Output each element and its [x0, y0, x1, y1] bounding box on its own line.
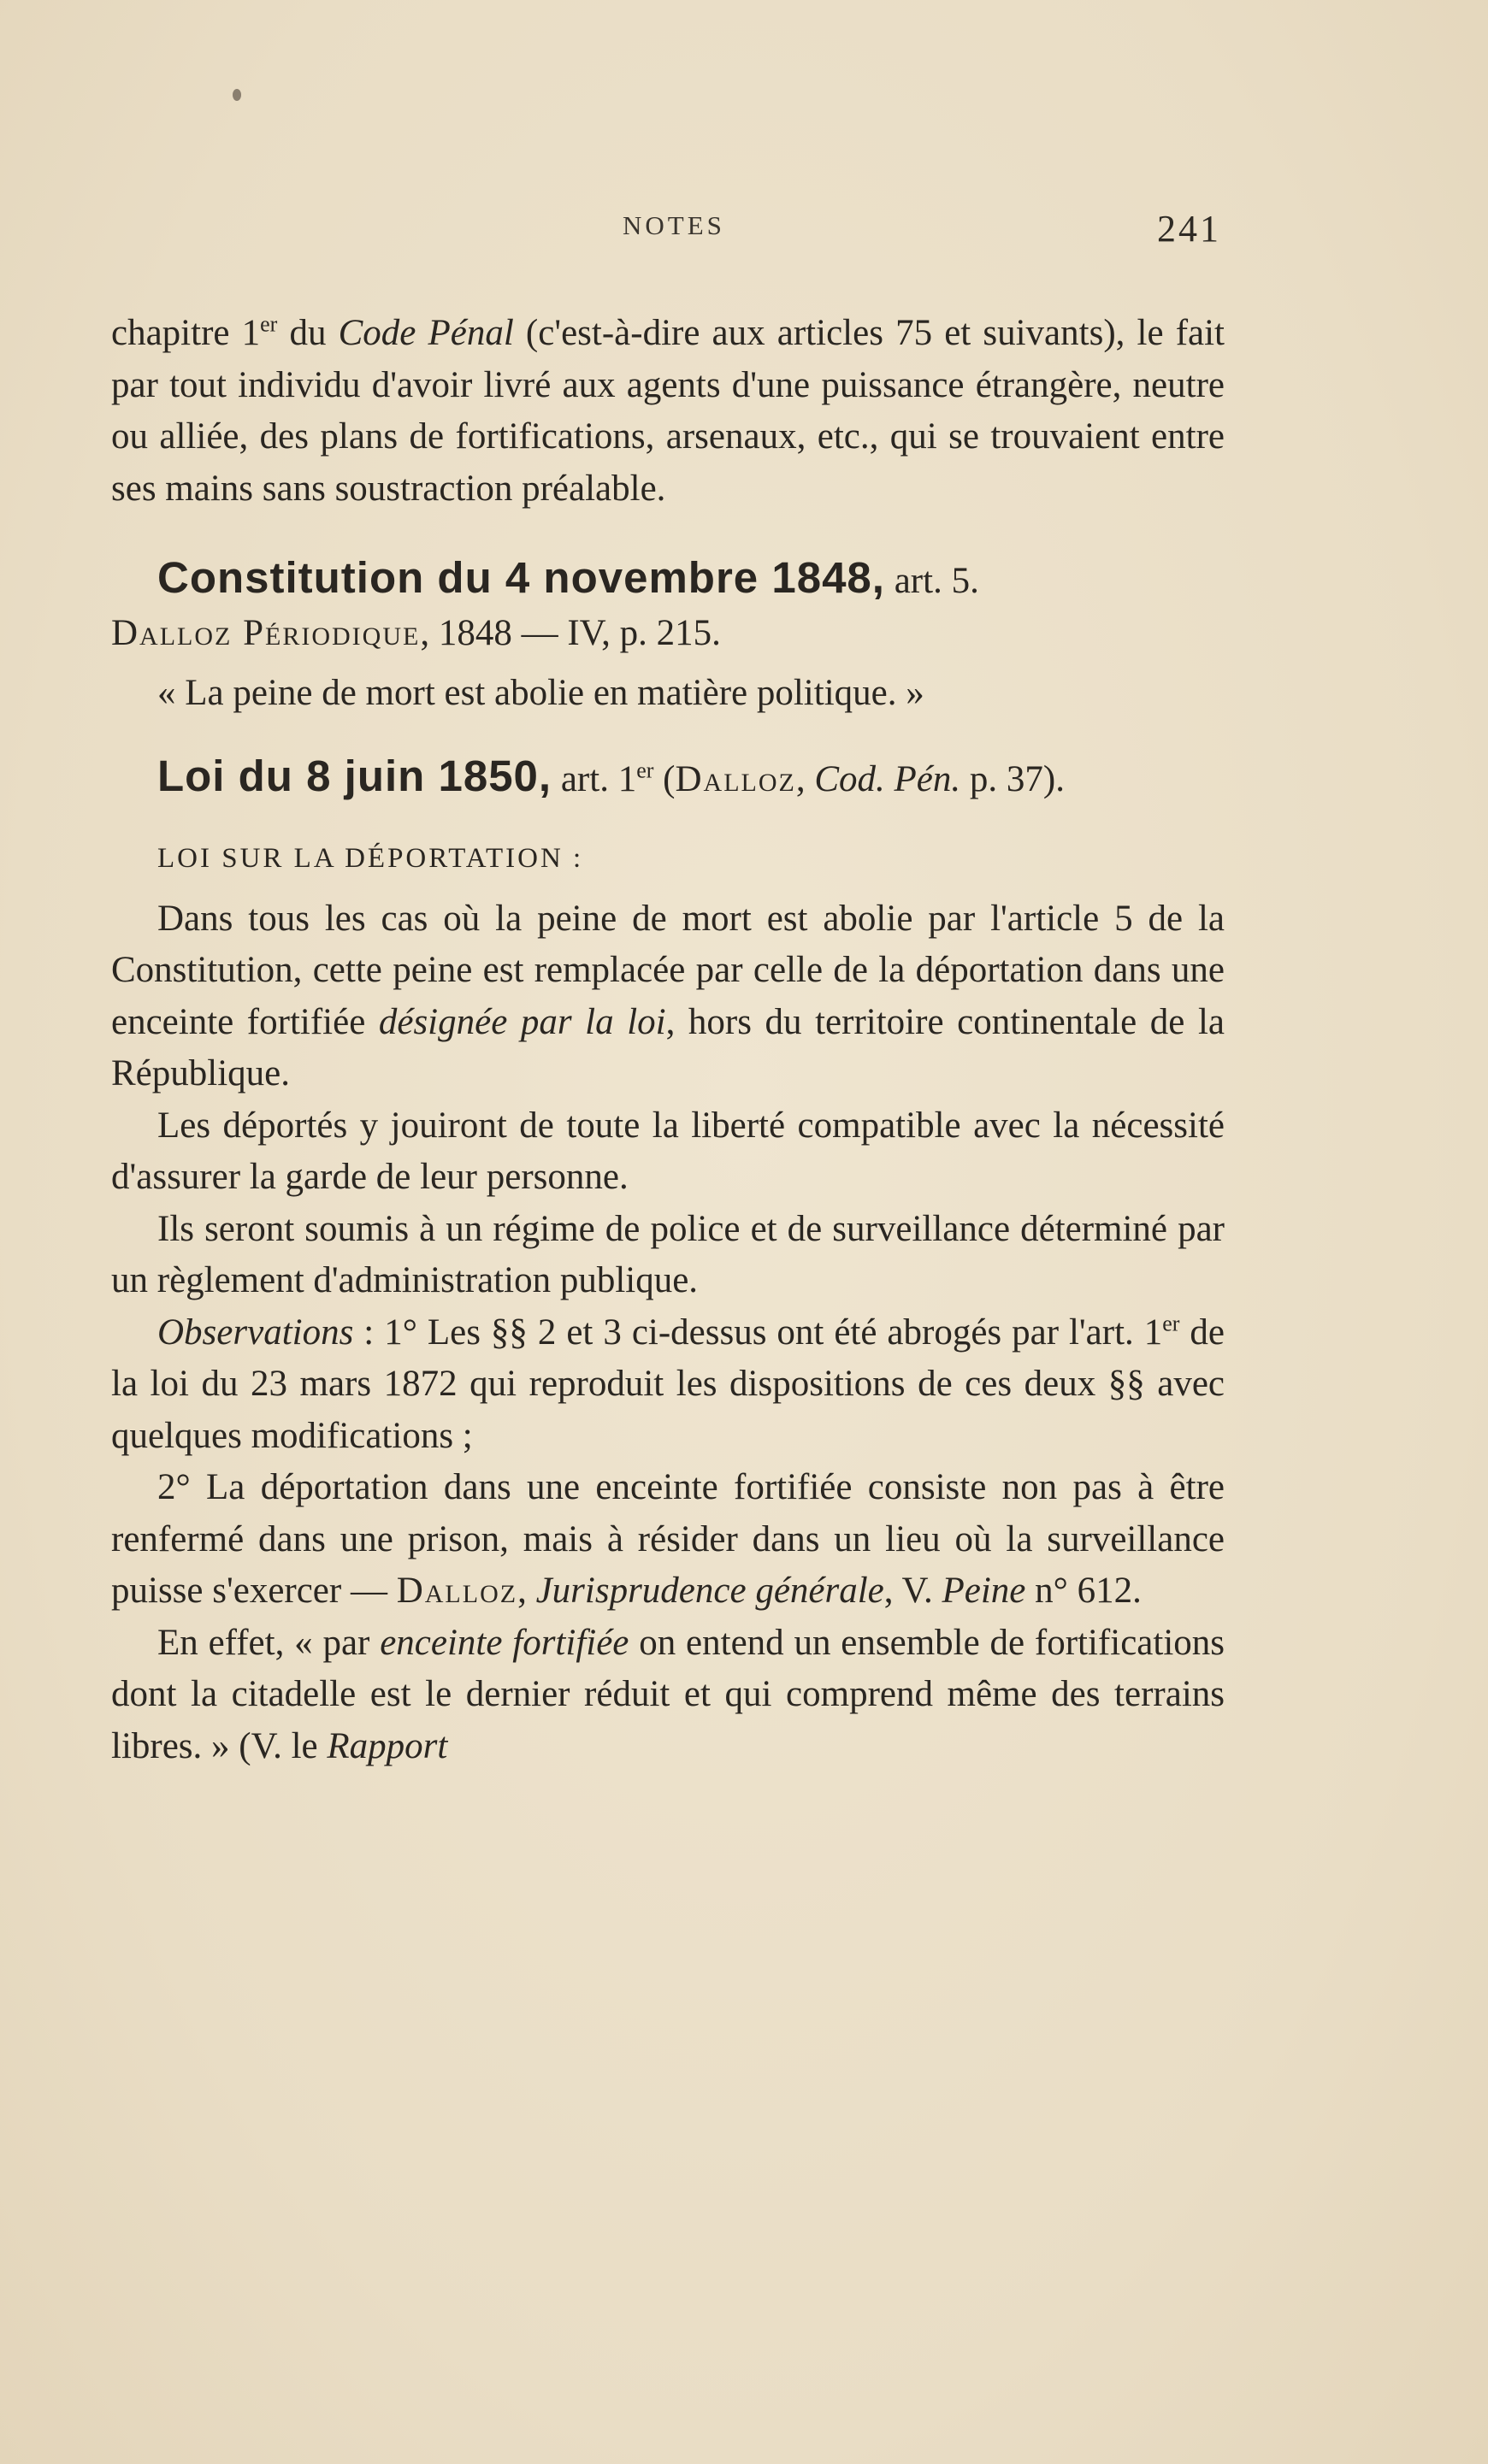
loi-article-2: Les déportés y jouiront de toute la liberté compatible avec la nécessité d'assurer la garde de leur personne. — [111, 1105, 1225, 1197]
constitution-heading-line: Constitution du 4 novembre 1848, art. 5. — [157, 553, 979, 602]
loi-article-3: Ils seront soumis à un régime de police et de surveillance déterminé par un règlement d'administration publique. — [111, 1208, 1225, 1300]
observation-1: Observations : 1° Les §§ 2 et 3 ci-dessus ont été abrogés par l'art. 1er de la loi du 23 mars 1872 qui reproduit les dispositions de ces deux §§ avec quelques modifications ; — [111, 1311, 1225, 1456]
observation-2: 2° La déportation dans une enceinte fortifiée consiste non pas à être renfermé dans une prison, mais à résider dans un lieu où la surveillance puisse s'exercer — Dalloz, Jurisprudence générale, V. Peine n° 612. — [111, 1467, 1225, 1611]
observation-3: En effet, « par enceinte fortifiée on entend un ensemble de fortifications dont la citadelle est le dernier réduit et qui comprend même des terrains libres. » (V. le Rapport — [111, 1622, 1225, 1766]
page-header — [0, 207, 1488, 258]
constitution-quote: « La peine de mort est abolie en matière politique. » — [157, 673, 924, 713]
paragraph-continuation: chapitre 1er du Code Pénal (c'est-à-dire aux articles 75 et suivants), le fait par tout individu d'avoir livré aux agents d'une puissance étrangère, neutre ou alliée, des plans de fortifications, arsenaux, etc., qui se trouvaient entre ses mains sans soustraction préalable. — [111, 311, 1225, 509]
loi-article-1: Dans tous les cas où la peine de mort est abolie par l'article 5 de la Constitution, cette peine est remplacée par celle de la déportation dans une enceinte fortifiée désignée par la loi, hors du territoire continentale de la République. — [111, 898, 1225, 1093]
loi-heading-line: Loi du 8 juin 1850, art. 1er (Dalloz, Cod. Pén. p. 37). — [157, 751, 1065, 800]
body-text — [111, 308, 1225, 1772]
constitution-reference: Dalloz Périodique, 1848 — IV, p. 215. — [111, 612, 721, 653]
loi-subtitle: LOI SUR LA DÉPORTATION : — [157, 843, 584, 874]
ink-speck — [233, 89, 241, 101]
page-number: 241 — [1157, 208, 1221, 250]
running-title: NOTES — [623, 210, 725, 240]
loi-heading: Loi du 8 juin 1850, — [157, 751, 552, 800]
constitution-heading: Constitution du 4 novembre 1848, — [157, 553, 885, 602]
